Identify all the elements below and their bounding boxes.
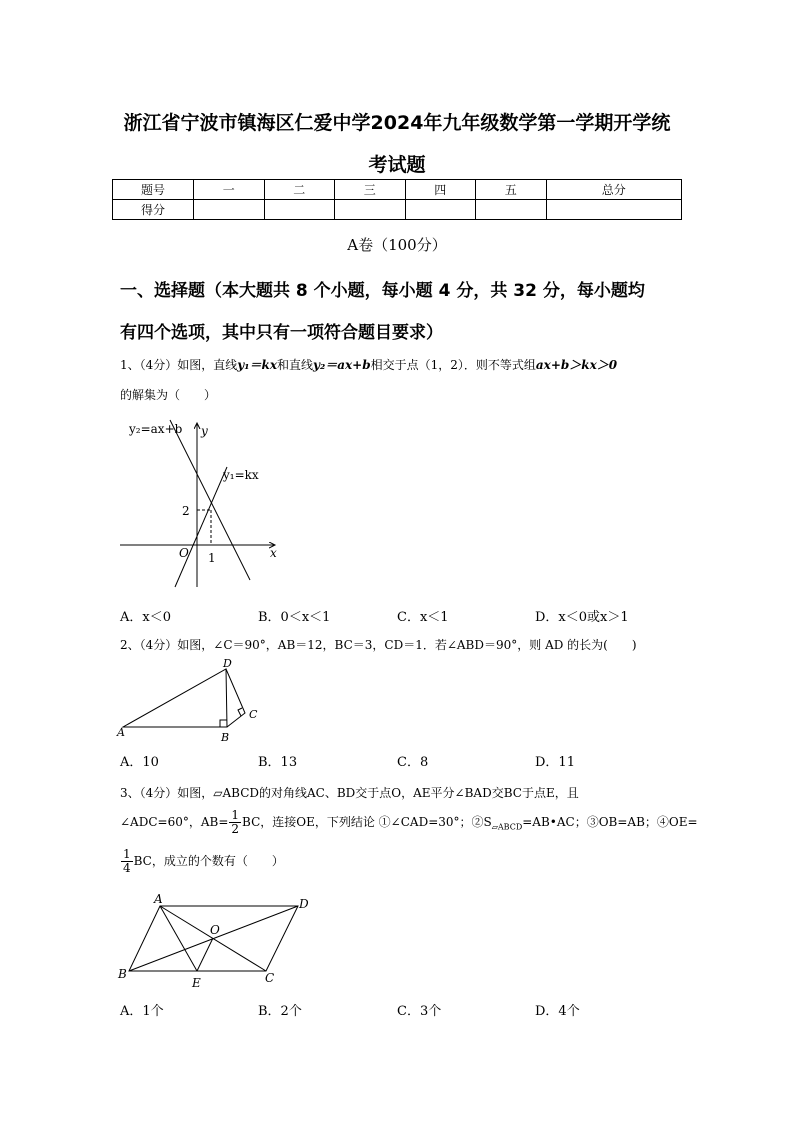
q3-figure [115, 890, 320, 990]
segment-oe [197, 938, 213, 971]
score-cell [476, 200, 547, 220]
q1-mid1: 和直线 [276, 358, 313, 372]
label-o: O [210, 923, 220, 937]
q2-stem: 2、（4分）如图，∠C＝90°，AB＝12，BC＝3，CD＝1．若∠ABD＝90°，则 AD 的长为( ) [120, 638, 637, 652]
q3-option-b[interactable]: B．2个 [258, 1004, 302, 1019]
label-y2: y₂=ax+b [129, 422, 183, 436]
section1-line2: 有四个选项，其中只有一项符合题目要求） [120, 323, 443, 343]
q1-prefix: 1、（4分）如图，直线 [120, 358, 238, 372]
q3-subscript: ▱ABCD [491, 822, 523, 832]
frac-den: 2 [231, 822, 240, 837]
q3-option-a[interactable]: A．1个 [120, 1004, 164, 1019]
label-a: A [154, 892, 163, 906]
q2-option-a[interactable]: A．10 [120, 755, 159, 770]
q3-option-c[interactable]: C．3个 [397, 1004, 442, 1019]
label-d: D [299, 897, 309, 911]
frac-num: 1 [231, 808, 240, 822]
label-a: A [117, 726, 125, 739]
q3-line3: BC，成立的个数有（ ） [133, 854, 284, 869]
q3-fraction-half [229, 809, 241, 836]
q3-stem-line3 [120, 848, 284, 875]
right-angle-c [238, 708, 242, 716]
q3-line2-b: BC，连接OE，下列结论 ①∠CAD=30°；②S [242, 815, 492, 830]
q1-y2: y₂＝ax+b [313, 358, 371, 372]
frac-den: 4 [123, 861, 131, 876]
q1-stem-line1 [120, 356, 617, 373]
q1-stem-line2: 的解集为（ ） [120, 388, 217, 402]
q2-option-d[interactable]: D．11 [535, 755, 575, 770]
score-header-cell: 总分 [546, 180, 682, 200]
q1-option-a[interactable]: A．x＜0 [120, 610, 171, 625]
q2-figure [115, 655, 265, 745]
label-y: y [201, 424, 208, 438]
q1-y1: y₁＝kx [237, 358, 277, 372]
score-cell [405, 200, 476, 220]
tick-x-1: 1 [208, 551, 216, 565]
q3-line2-c: =AB•AC；③OB=AB；④OE= [522, 815, 698, 830]
q3-fraction-quarter [121, 848, 133, 875]
q1-graph [115, 415, 285, 590]
label-d: D [223, 657, 232, 670]
q2-option-c[interactable]: C．8 [397, 755, 429, 770]
paper-a-heading: A卷（100分） [347, 236, 447, 254]
label-e: E [192, 976, 201, 990]
score-row-label: 得分 [113, 200, 194, 220]
segment-ae [160, 906, 197, 971]
q3-stem-line2 [120, 809, 698, 836]
score-cell [194, 200, 265, 220]
tick-y-2: 2 [182, 504, 190, 518]
triangle-bcd [226, 669, 245, 727]
label-y1: y₁=kx [223, 468, 259, 482]
label-c: C [265, 971, 275, 985]
q1-option-d[interactable]: D．x＜0或x＞1 [535, 610, 629, 625]
q3-stem-line1: 3、（4分）如图，▱ABCD的对角线AC、BD交于点O，AE平分∠BAD交BC于点E，且 [120, 786, 579, 800]
line-y1 [175, 467, 227, 587]
section1-line1: 一、选择题（本大题共 8 个小题，每小题 4 分，共 32 分，每小题均 [120, 281, 645, 301]
diagonal-bd [129, 906, 298, 971]
q1-option-c[interactable]: C．x＜1 [397, 610, 449, 625]
score-cell [335, 200, 406, 220]
q1-option-b[interactable]: B．0＜x＜1 [258, 610, 331, 625]
score-table-header-row [113, 180, 682, 200]
score-header-cell: 三 [335, 180, 406, 200]
score-header-cell: 一 [194, 180, 265, 200]
page-title-line1: 浙江省宁波市镇海区仁爱中学2024年九年级数学第一学期开学统 [123, 112, 671, 134]
triangle-abd [123, 669, 227, 727]
score-cell [546, 200, 682, 220]
frac-num: 1 [123, 847, 131, 861]
score-header-cell: 题号 [113, 180, 194, 200]
score-table-score-row [113, 200, 682, 220]
label-c: C [249, 708, 258, 721]
q2-option-b[interactable]: B．13 [258, 755, 298, 770]
label-b: B [221, 731, 230, 744]
q1-inequality: ax+b＞kx＞0 [535, 358, 618, 372]
label-x: x [270, 546, 277, 560]
score-header-cell: 二 [264, 180, 335, 200]
score-header-cell: 四 [405, 180, 476, 200]
q1-mid2: 相交于点（1，2）．则不等式组 [370, 358, 536, 372]
page-title-line2: 考试题 [368, 154, 426, 176]
score-table [112, 179, 682, 220]
q3-option-d[interactable]: D．4个 [535, 1004, 580, 1019]
score-cell [264, 200, 335, 220]
label-b: B [118, 967, 127, 981]
score-header-cell: 五 [476, 180, 547, 200]
q3-line2-a: ∠ADC=60°，AB= [120, 815, 229, 830]
label-origin: O [179, 546, 189, 560]
right-angle-b [220, 720, 227, 727]
